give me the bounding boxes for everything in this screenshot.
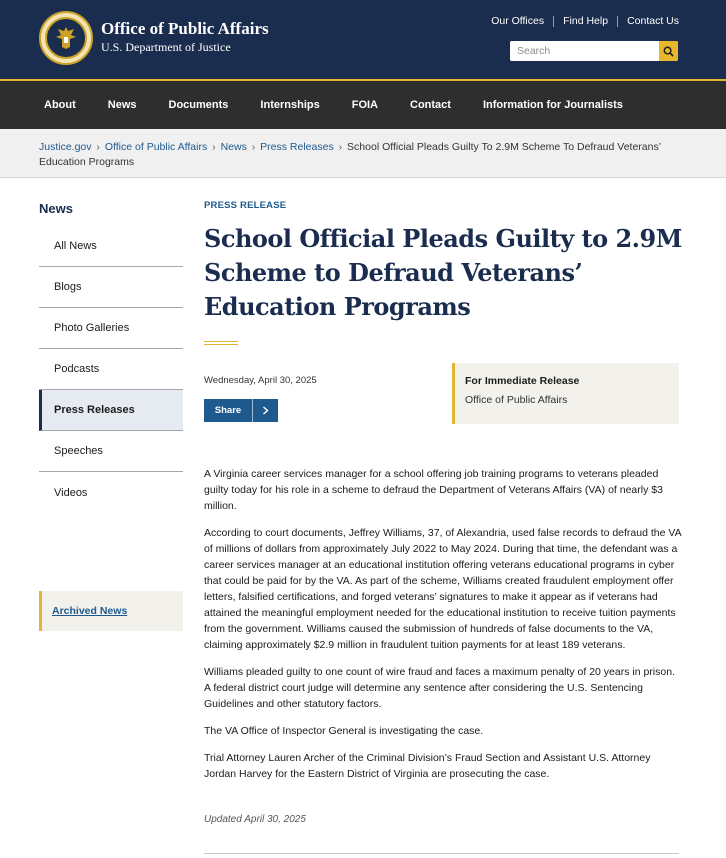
sidebar-item-speeches[interactable]: Speeches: [39, 431, 183, 472]
page-title: School Official Pleads Guilty to 2.9M Scheme to Defraud Veterans’ Education Programs: [204, 224, 682, 321]
chevron-right-icon: ›: [212, 142, 216, 153]
body-paragraph: The VA Office of Inspector General is investigating the case.: [204, 725, 484, 737]
body-paragraph: Williams pleaded guilty to one count of wire fraud and faces a maximum penalty of 20 years in prison. A federal district court judge will determine any sentence after considering the U.S. Sentencing Guidelines and other statutory factors.: [204, 666, 675, 710]
body-paragraph: According to court documents, Jeffrey Williams, 37, of Alexandria, used false records to defraud the VA of millions of dollars from approximately July 2022 to May 2024. During that time, the defendant was a career services manager at an educational institution offering veterans educational programs in cyber that could be paid for by the VA. As part of the scheme, Williams created fraudulent employment offer letters, falsified certifications, and forged veterans’ signatures to make it appear as if veterans had attained the meaningful employment needed for the educational institution to receive tuition payments from the government. Williams caused the submission of hundreds of false documents to the VA, claiming approximately $2.9 million in fraudulent tuition payments for at least 189 veterans.: [204, 527, 682, 651]
breadcrumb-link-news[interactable]: News: [220, 141, 247, 153]
nav-item-foia[interactable]: FOIA: [351, 99, 378, 111]
doj-seal-logo[interactable]: [39, 11, 93, 65]
title-divider: [204, 341, 238, 345]
chevron-right-icon: [253, 406, 278, 415]
sidebar-item-press-releases[interactable]: Press Releases: [39, 390, 183, 431]
breadcrumb-current: School Official Pleads Guilty To 2.9M Scheme To Defraud Veterans’ Education Programs: [39, 141, 661, 168]
util-link-find-help[interactable]: Find Help: [563, 15, 609, 27]
publish-date: Wednesday, April 30, 2025: [204, 375, 317, 386]
sidebar-item-photo-galleries[interactable]: Photo Galleries: [39, 308, 183, 349]
chevron-right-icon: ›: [338, 142, 343, 153]
sidebar-item-podcasts[interactable]: Podcasts: [39, 349, 183, 390]
divider: [252, 399, 253, 422]
article-kicker: PRESS RELEASE: [204, 200, 287, 211]
release-info-box: [452, 363, 679, 424]
body-paragraph: Trial Attorney Lauren Archer of the Criminal Division’s Fraud Section and Assistant U.S. Attorney Jordan Harvey for the Eastern District of Virginia are prosecuting the case.: [204, 752, 651, 780]
search-button[interactable]: [659, 41, 678, 61]
main-nav: [0, 81, 726, 129]
site-subtitle: U.S. Department of Justice: [101, 40, 231, 54]
chevron-right-icon: ›: [96, 142, 100, 153]
search-input[interactable]: [510, 41, 659, 61]
nav-item-documents[interactable]: Documents: [168, 99, 229, 111]
nav-item-internships[interactable]: Internships: [260, 99, 320, 111]
util-link-our-offices[interactable]: Our Offices: [491, 15, 545, 27]
breadcrumb-link-opa[interactable]: Office of Public Affairs: [104, 141, 208, 153]
article-body: [204, 466, 682, 793]
nav-item-about[interactable]: About: [44, 99, 76, 111]
search-box: [510, 41, 678, 61]
nav-item-journalists[interactable]: Information for Journalists: [482, 99, 623, 111]
nav-item-news[interactable]: News: [107, 99, 137, 111]
breadcrumb-link-press-releases[interactable]: Press Releases: [260, 141, 334, 153]
breadcrumb: [39, 140, 679, 170]
divider: [617, 16, 618, 27]
chevron-right-icon: ›: [251, 142, 256, 153]
sidebar-heading: News: [39, 201, 73, 216]
updated-date: Updated April 30, 2025: [204, 814, 306, 825]
utility-links: [491, 15, 679, 27]
share-button[interactable]: [204, 399, 278, 422]
util-link-contact-us[interactable]: Contact Us: [627, 15, 679, 27]
nav-item-contact[interactable]: Contact: [410, 99, 451, 111]
breadcrumb-link-justice-gov[interactable]: Justice.gov: [39, 141, 92, 153]
search-icon: [663, 46, 674, 57]
archived-news-box: [39, 591, 183, 631]
eagle-icon: [54, 25, 78, 51]
divider: [553, 16, 554, 27]
divider: [204, 853, 679, 854]
sidebar-item-blogs[interactable]: Blogs: [39, 267, 183, 308]
sidebar-item-all-news[interactable]: All News: [39, 226, 183, 267]
release-office: Office of Public Affairs: [465, 394, 568, 406]
share-label: Share: [214, 405, 242, 416]
archived-news-link[interactable]: Archived News: [52, 605, 128, 617]
body-paragraph: A Virginia career services manager for a school offering job training programs to veterans pleaded guilty today for his role in a scheme to defraud the Department of Veterans Affairs (VA) of nearly $3 million.: [204, 468, 663, 512]
site-header: [0, 0, 726, 81]
breadcrumb-bar: [0, 129, 726, 178]
sidebar-nav: [39, 226, 183, 513]
release-title: For Immediate Release: [465, 375, 580, 387]
site-title[interactable]: Office of Public Affairs: [101, 19, 269, 38]
sidebar-item-videos[interactable]: Videos: [54, 486, 88, 499]
